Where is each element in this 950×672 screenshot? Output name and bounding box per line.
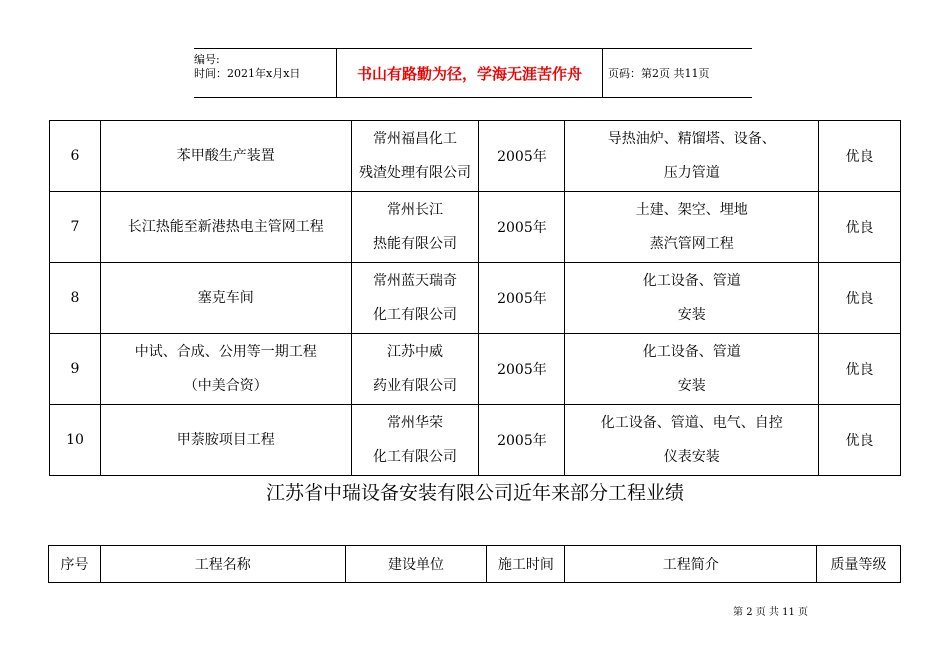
col-time: 施工时间 [487,546,565,583]
cell-unit [351,192,479,263]
cell-name [100,263,351,334]
cell-line: 中试、合成、公用等一期工程 [134,344,317,360]
section-title: 江苏省中瑞设备安装有限公司近年来部分工程业绩 [265,482,684,504]
cell-line: 常州华荣 [387,415,444,431]
cell-unit [351,334,479,405]
cell-unit [351,121,479,192]
page-footer: 第 2 页 共 11 页 [733,607,808,618]
table-header-row [49,546,901,583]
projects-table [49,120,901,476]
cell-time: 2005年 [479,121,565,192]
col-grade: 质量等级 [817,546,901,583]
col-name: 工程名称 [100,546,345,583]
cell-line: 常州长江 [387,202,444,218]
cell-line: 化工有限公司 [373,449,458,465]
cell-no: 7 [50,192,101,263]
table-row [50,405,901,476]
cell-grade: 优良 [819,405,901,476]
col-unit: 建设单位 [345,546,487,583]
cell-name [100,121,351,192]
cell-name [100,405,351,476]
cell-grade: 优良 [819,121,901,192]
cell-line: 塞克车间 [197,290,254,306]
doc-number-label: 编号: [194,53,220,66]
doc-time-label: 时间：2021年x月x日 [194,67,301,80]
cell-name [100,334,351,405]
cell-desc [565,121,819,192]
header-page-info: 页码：第2页 共11页 [608,67,710,80]
projects-header-table [48,545,901,583]
cell-desc [565,192,819,263]
cell-line: 仪表安装 [663,449,720,465]
cell-time: 2005年 [479,263,565,334]
cell-desc [565,334,819,405]
cell-line: 导热油炉、精馏塔、设备、 [607,131,776,147]
cell-time: 2005年 [479,334,565,405]
col-no: 序号 [49,546,101,583]
page-header [194,48,752,98]
cell-no: 9 [50,334,101,405]
cell-line: 化工设备、管道、电气、自控 [600,415,783,431]
cell-line: 残渣处理有限公司 [359,165,472,181]
cell-no: 10 [50,405,101,476]
cell-no: 6 [50,121,101,192]
cell-line: 化工设备、管道 [642,273,741,289]
cell-line: 甲萘胺项目工程 [176,432,275,448]
cell-unit [351,405,479,476]
cell-line: 热能有限公司 [373,236,458,252]
cell-grade: 优良 [819,192,901,263]
cell-line: 化工设备、管道 [642,344,741,360]
header-meta [194,49,336,97]
cell-line: 药业有限公司 [373,378,458,394]
cell-line: 安装 [677,378,706,394]
header-motto: 书山有路勤为径，学海无涯苦作舟 [336,49,603,97]
table-row [50,192,901,263]
cell-no: 8 [50,263,101,334]
col-desc: 工程简介 [565,546,817,583]
cell-grade: 优良 [819,334,901,405]
cell-line: 常州蓝天瑞奇 [373,273,458,289]
cell-line: 土建、架空、埋地 [635,202,748,218]
table-row [50,334,901,405]
cell-time: 2005年 [479,405,565,476]
cell-line: 蒸汽管网工程 [649,236,734,252]
cell-line: 苯甲酸生产装置 [176,148,275,164]
cell-grade: 优良 [819,263,901,334]
cell-line: （中美合资） [183,378,268,394]
cell-line: 安装 [677,307,706,323]
table-row [50,121,901,192]
cell-line: 长江热能至新港热电主管网工程 [127,219,324,235]
cell-name [100,192,351,263]
cell-time: 2005年 [479,192,565,263]
cell-line: 江苏中威 [387,344,444,360]
cell-desc [565,405,819,476]
cell-line: 化工有限公司 [373,307,458,323]
cell-desc [565,263,819,334]
cell-line: 常州福昌化工 [373,131,458,147]
cell-unit [351,263,479,334]
cell-line: 压力管道 [663,165,720,181]
table-row [50,263,901,334]
